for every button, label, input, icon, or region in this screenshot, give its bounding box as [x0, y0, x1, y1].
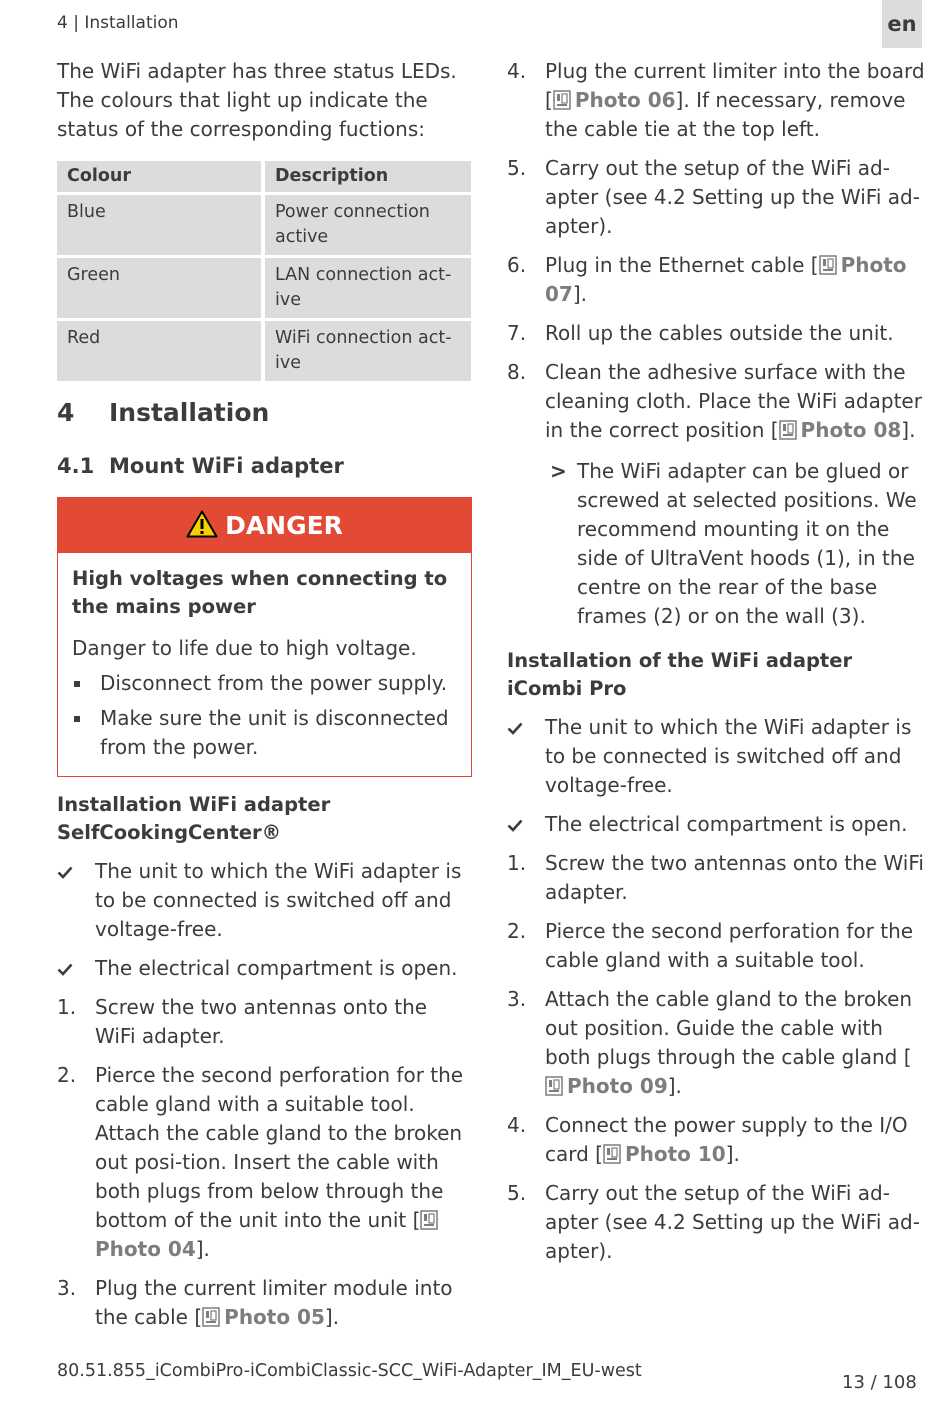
prerequisite-text: The electrical compartment is open. [545, 812, 908, 836]
step-item [507, 1179, 925, 1266]
photo-reference[interactable] [779, 418, 902, 442]
danger-header [58, 498, 471, 553]
step-number: 3. [507, 987, 527, 1011]
step-number: 6. [507, 253, 527, 277]
step-text-after: ]. [667, 1074, 682, 1098]
table-header-row [57, 161, 471, 192]
photo-reference-label: Photo 10 [624, 1142, 726, 1166]
step-item [507, 319, 925, 348]
subsection-title: Mount WiFi adapter [109, 454, 344, 478]
photo-reference-label: Photo 07 [545, 253, 907, 306]
step-number: 1. [507, 851, 527, 875]
danger-title: High voltages when connecting to the mains power [72, 567, 448, 618]
danger-notice [57, 497, 472, 777]
photo-reference-label: Photo 08 [800, 418, 902, 442]
list-item [72, 704, 457, 762]
document-id: 80.51.855_iCombiPro-iCombiClassic-SCC_WiFi-Adapter_IM_EU-west [57, 1361, 642, 1381]
step-item [57, 1274, 473, 1332]
icp-heading: Installation of the WiFi adapter iCombi Pro [507, 649, 853, 700]
step-text: Pierce the second perforation for the cable gland with a suitable tool. Attach the cable gland to the broken out posi-tion. Insert the cable with both plugs from below through the bottom of the unit into the unit [ [95, 1063, 464, 1232]
step-number: 4. [507, 59, 527, 83]
list-item-text: Make sure the unit is disconnected from the power. [100, 706, 449, 759]
list-item [72, 669, 457, 698]
prerequisite-text: The electrical compartment is open. [95, 956, 458, 980]
photo-reference-label: Photo 05 [224, 1305, 325, 1329]
step-item [507, 358, 925, 445]
result-note [507, 457, 925, 631]
step-item [507, 1111, 925, 1169]
language-badge: en [882, 0, 922, 48]
step-item [507, 57, 925, 144]
step-number: 2. [507, 919, 527, 943]
step-item [507, 251, 925, 309]
step-number: 8. [507, 360, 527, 384]
step-number: 4. [507, 1113, 527, 1137]
photo-reference-icon [420, 1210, 438, 1230]
photo-reference-icon [779, 420, 797, 440]
photo-reference-label: Photo 06 [574, 88, 676, 112]
step-text-after: ]. [725, 1142, 740, 1166]
led-status-table [53, 158, 475, 384]
table-row [57, 195, 471, 255]
step-number: 2. [57, 1063, 77, 1087]
photo-reference-label: Photo 04 [95, 1237, 196, 1261]
photo-reference[interactable] [202, 1305, 325, 1329]
step-text: Clean the adhesive surface with the cleaning cloth. Place the WiFi adapter in the correct position [ [545, 360, 922, 442]
table-cell-colour: Green [57, 258, 261, 318]
step-number: 1. [57, 995, 77, 1019]
danger-label: DANGER [225, 511, 343, 540]
subsection-heading [57, 451, 473, 481]
list-item-text: Disconnect from the power supply. [100, 671, 448, 695]
danger-text: Danger to life due to high voltage. [72, 636, 417, 660]
step-text-after: ]. [572, 282, 588, 306]
bullet-square-icon [74, 681, 80, 687]
photo-reference-label: Photo 09 [567, 1074, 668, 1098]
mount-step-list [507, 57, 925, 445]
subsection-number: 4.1 [57, 454, 95, 478]
step-text: Plug the current limiter into the board [ [545, 59, 925, 112]
section-title: Installation [109, 398, 270, 427]
step-text: Attach the cable gland to the broken out position. Guide the cable with both plugs through the cable gland [ [545, 987, 913, 1069]
photo-reference[interactable] [545, 1074, 668, 1098]
photo-reference-icon [819, 255, 837, 275]
table-cell-description: WiFi connection act-ive [265, 321, 471, 381]
prerequisite-text: The unit to which the WiFi adapter is to be connected is switched off and voltage-free. [545, 715, 912, 797]
table-header-description: Description [265, 161, 471, 192]
step-text: Carry out the setup of the WiFi ad-apter (see 4.2 Setting up the WiFi ad-apter). [545, 156, 920, 238]
table-cell-description: LAN connection act-ive [265, 258, 471, 318]
running-head: 4 | Installation [57, 13, 179, 33]
table-row [57, 321, 471, 381]
result-text: The WiFi adapter can be glued or screwed at selected positions. We recommend mounting it on the side of UltraVent hoods (1), in the centre on the rear of the base frames (2) or on the wall (3). [577, 459, 917, 628]
prerequisite-item [507, 810, 925, 839]
danger-bullet-list [72, 669, 457, 762]
step-item [507, 985, 925, 1101]
step-text: Screw the two antennas onto the WiFi adapter. [95, 995, 428, 1048]
right-column [507, 47, 925, 1266]
step-text-after: ]. [901, 418, 916, 442]
step-item [507, 154, 925, 241]
prerequisite-item [57, 857, 473, 944]
table-row [57, 258, 471, 318]
bullet-square-icon [74, 716, 80, 722]
step-item [57, 1061, 473, 1264]
photo-reference-icon [202, 1307, 220, 1327]
scc-step-list [57, 857, 473, 1332]
step-number: 3. [57, 1276, 77, 1300]
step-text-after: ]. If necessary, remove the cable tie at the top left. [545, 88, 906, 141]
step-text: Plug the current limiter module into the cable [ [95, 1276, 453, 1329]
icp-step-list [507, 713, 925, 1266]
table-header-colour: Colour [57, 161, 261, 192]
photo-reference-icon [545, 1076, 563, 1096]
result-marker: > [550, 459, 567, 483]
danger-body [58, 553, 471, 776]
prerequisite-text: The unit to which the WiFi adapter is to be connected is switched off and voltage-free. [95, 859, 462, 941]
step-text: Pierce the second perforation for the cable gland with a suitable tool. [545, 919, 914, 972]
step-text: Screw the two antennas onto the WiFi adapter. [545, 851, 924, 904]
intro-text: The WiFi adapter has three status LEDs. The colours that light up indicate the status of the corresponding fuctions: [57, 59, 457, 141]
photo-reference[interactable] [603, 1142, 726, 1166]
step-text: Roll up the cables outside the unit. [545, 321, 894, 345]
scc-heading: Installation WiFi adapter SelfCookingCenter® [57, 793, 331, 844]
table-cell-colour: Red [57, 321, 261, 381]
step-text-after: ]. [195, 1237, 210, 1261]
step-item [57, 993, 473, 1051]
step-number: 7. [507, 321, 527, 345]
left-column [57, 57, 473, 1332]
step-item [507, 849, 925, 907]
step-text-after: ]. [324, 1305, 340, 1329]
step-item [507, 917, 925, 975]
photo-reference-icon [603, 1144, 621, 1164]
photo-reference[interactable] [553, 88, 676, 112]
step-number: 5. [507, 1181, 527, 1205]
prerequisite-item [57, 954, 473, 983]
step-text: Carry out the setup of the WiFi ad-apter (see 4.2 Setting up the WiFi ad-apter). [545, 1181, 920, 1263]
table-cell-description: Power connection active [265, 195, 471, 255]
warning-triangle-icon [186, 510, 218, 538]
table-cell-colour: Blue [57, 195, 261, 255]
step-text: Plug in the Ethernet cable [ [545, 253, 819, 277]
step-text: Connect the power supply to the I/O card [ [545, 1113, 908, 1166]
photo-reference-icon [553, 90, 571, 110]
step-number: 5. [507, 156, 527, 180]
section-heading [57, 397, 473, 429]
prerequisite-item [507, 713, 925, 800]
page-number: 13 / 108 [842, 1372, 917, 1393]
section-number: 4 [57, 398, 75, 427]
